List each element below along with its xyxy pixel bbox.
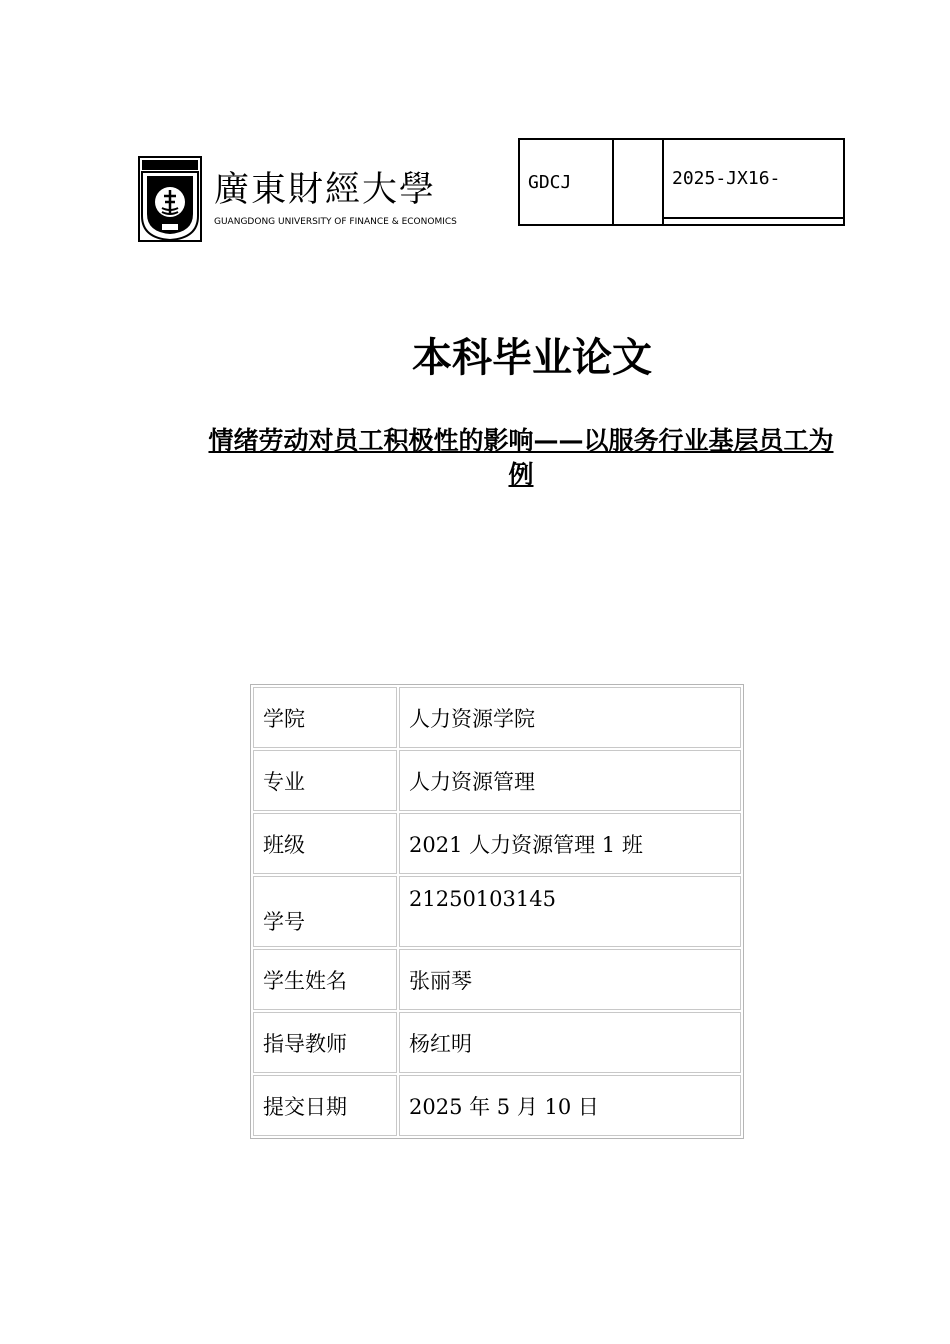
info-value: 2021 人力资源管理 1 班 — [399, 813, 741, 874]
info-value: 人力资源管理 — [399, 750, 741, 811]
university-name-en: GUANGDONG UNIVERSITY OF FINANCE & ECONOMICS — [214, 217, 457, 227]
page-title: 本科毕业论文 — [412, 335, 652, 381]
table-row — [253, 949, 741, 1010]
code-number: 2025-JX16- — [663, 139, 844, 218]
info-label: 班级 — [253, 813, 397, 874]
table-row — [253, 813, 741, 874]
thesis-code-box — [518, 138, 845, 226]
code-blank — [613, 139, 663, 225]
info-value: 2025 年 5 月 10 日 — [399, 1075, 741, 1136]
university-name-cn: 廣東財經大學 — [214, 170, 437, 210]
info-label: 学院 — [253, 687, 397, 748]
table-row — [253, 687, 741, 748]
info-value: 张丽琴 — [399, 949, 741, 1010]
info-value: 21250103145 — [399, 876, 741, 947]
university-logo — [138, 156, 468, 242]
info-label: 专业 — [253, 750, 397, 811]
info-label: 学号 — [253, 876, 397, 947]
code-prefix: GDCJ — [519, 139, 613, 225]
code-number-sub — [663, 218, 844, 225]
info-value: 人力资源学院 — [399, 687, 741, 748]
table-row — [253, 750, 741, 811]
info-table — [250, 684, 744, 1139]
university-seal-icon — [138, 156, 202, 242]
info-label: 提交日期 — [253, 1075, 397, 1136]
info-label: 指导教师 — [253, 1012, 397, 1073]
table-row — [253, 1075, 741, 1136]
thesis-title: 情绪劳动对员工积极性的影响——以服务行业基层员工为例 — [208, 426, 834, 489]
table-row — [253, 876, 741, 947]
info-value: 杨红明 — [399, 1012, 741, 1073]
info-label: 学生姓名 — [253, 949, 397, 1010]
table-row — [253, 1012, 741, 1073]
